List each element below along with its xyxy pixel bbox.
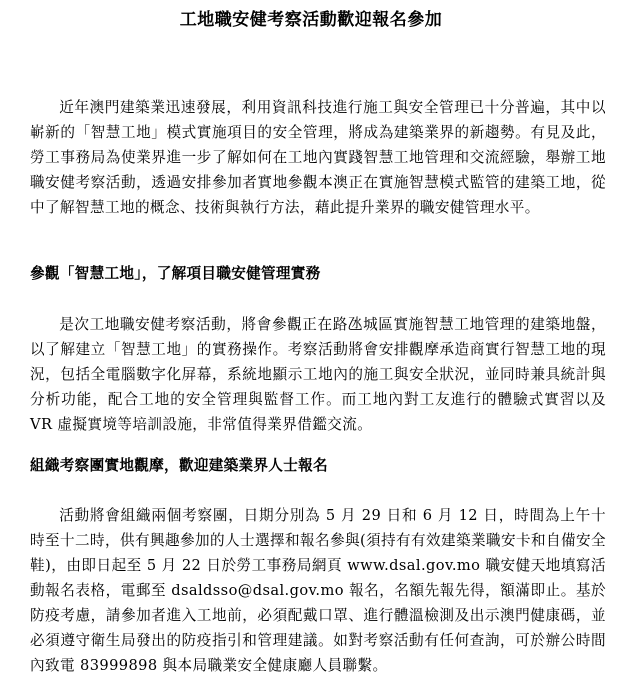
section-heading-registration: 組織考察團實地觀摩，歡迎建築業界人士報名 — [30, 457, 328, 474]
section-paragraph-registration: 活動將會組織兩個考察團，日期分別為 5 月 29 日和 6 月 12 日，時間為上午十時至十二時，供有興趣參加的人士選擇和報名參與(須持有有效建築業職安卡和自備安全鞋)，由即日起至 5 月 22 日於勞工事務局網頁 www.dsal.gov.mo 職安健天地填寫活動報名表格，電郵至 dsaldsso@dsal.gov.mo 報名，名額先報先得，額滿即止。基於防疫考慮，請參加者進入工地前，必須配戴口罩、進行體溫檢測及出示澳門健康碼，並必須遵守衛生局發出的防疫指引和管理建議。如對考察活動有任何查詢，可於辦公時間內致電 83999898 與本局職業安全健康廳人員聯繫。 — [30, 507, 606, 674]
section-heading-site-visit: 參觀「智慧工地」，了解項目職安健管理實務 — [30, 265, 321, 282]
page-title: 工地職安健考察活動歡迎報名參加 — [179, 10, 443, 30]
intro-paragraph: 近年澳門建築業迅速發展，利用資訊科技進行施工與安全管理已十分普遍，其中以嶄新的「智慧工地」模式實施項目的安全管理，將成為建築業界的新趨勢。有見及此，勞工事務局為使業界進一步了解如何在工地內實踐智慧工地管理和交流經驗，舉辦工地職安健考察活動，透過安排參加者實地參觀本澳正在實施智慧模式監管的建築工地，從中了解智慧工地的概念、技術與執行方法，藉此提升業界的職安健管理水平。 — [30, 99, 606, 216]
section-paragraph-site-visit: 是次工地職安健考察活動，將會參觀正在路氹城區實施智慧工地管理的建築地盤，以了解建立「智慧工地」的實務操作。考察活動將會安排觀摩承造商實行智慧工地的現況，包括全電腦數字化屏幕，系統地顯示工地內的施工與安全狀況，並同時兼具統計與分析功能，配合工地的安全管理與監督工作。而工地內對工友進行的體驗式實習以及 VR 虛擬實境等培訓設施，非常值得業界借鑑交流。 — [30, 316, 606, 433]
